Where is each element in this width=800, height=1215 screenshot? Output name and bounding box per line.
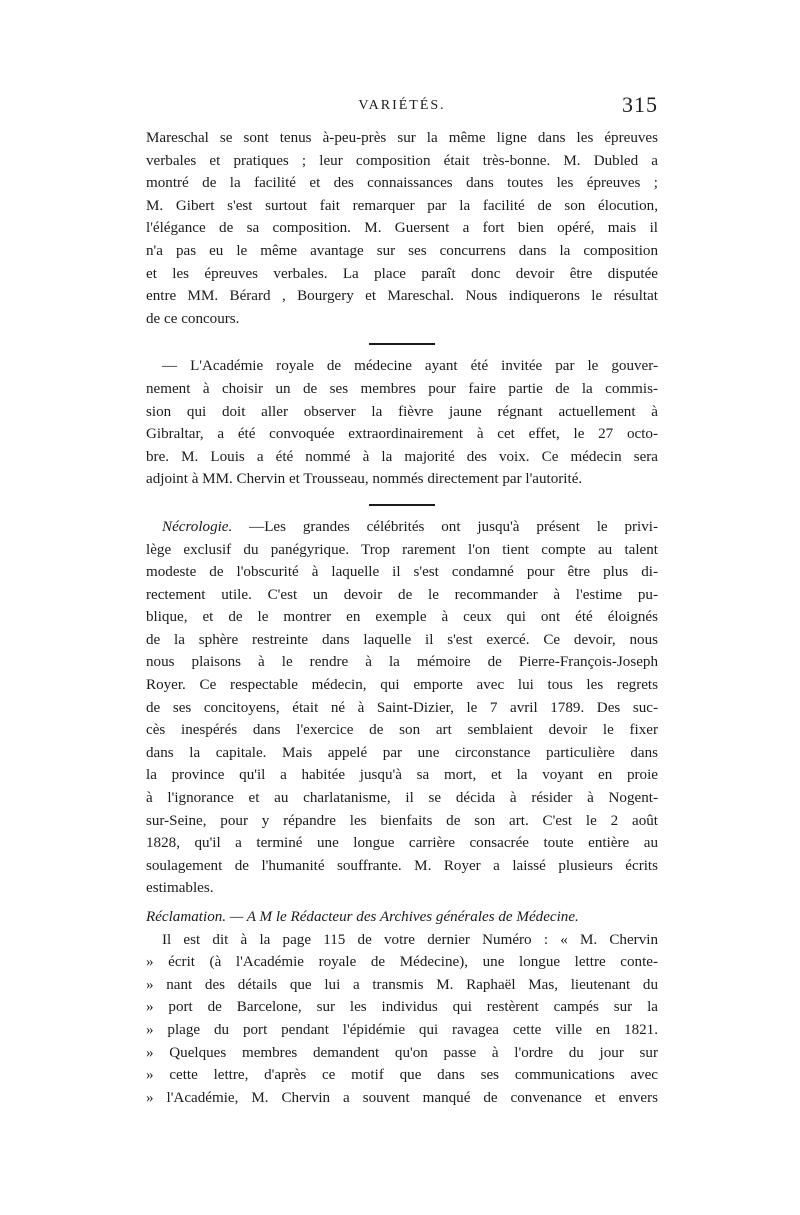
section-divider xyxy=(369,343,435,345)
text-line: » plage du port pendant l'épidémie qui ravagea cette ville en 1821. xyxy=(146,1021,658,1038)
text-line: » l'Académie, M. Chervin a souvent manqué de convenance et envers xyxy=(146,1089,658,1106)
reclamation-heading: Réclamation. — A M le Rédacteur des Archives générales de Médecine. xyxy=(146,909,579,925)
page-text xyxy=(146,127,658,1109)
text-line: Royer. Ce respectable médecin, qui emporte avec lui tous les regrets xyxy=(146,677,658,694)
text-line: » port de Barcelone, sur les individus qui restèrent campés sur la xyxy=(146,999,658,1016)
text-line: » Quelques membres demandent qu'on passe à l'ordre du jour sur xyxy=(146,1044,658,1061)
text-line xyxy=(146,516,658,539)
text-line: la province qu'il a habitée jusqu'à sa mort, et la voyant en proie xyxy=(146,767,658,784)
text-line: de la sphère restreinte dans laquelle il s'est exercé. Ce devoir, nous xyxy=(146,631,658,648)
text-line: Il est dit à la page 115 de votre dernier Numéro : « M. Chervin xyxy=(162,931,658,948)
text-line: » nant des détails que lui a transmis M. Raphaël Mas, lieutenant du xyxy=(146,976,658,993)
text-line: nous plaisons à le rendre à la mémoire de Pierre-François-Joseph xyxy=(146,654,658,671)
page-number: 315 xyxy=(622,92,658,117)
text-line: Mareschal se sont tenus à-peu-près sur la même ligne dans les épreuves xyxy=(146,130,658,146)
text-line: sion qui doit aller observer la fièvre jaune régnant actuellement à xyxy=(146,403,658,420)
necrologie-first-line: —Les grandes célébrités ont jusqu'à présent le privi- xyxy=(249,518,658,535)
text-line: nement à choisir un de ses membres pour faire partie de la commis- xyxy=(146,380,658,397)
running-head xyxy=(146,92,658,122)
text-line: dans la capitale. Mais appelé par une circonstance particulière dans xyxy=(146,744,658,761)
section-divider xyxy=(369,504,435,506)
text-line: de ce concours. xyxy=(146,310,240,327)
text-line: M. Gibert s'est surtout fait remarquer par la facilité de son élocution, xyxy=(146,197,658,214)
text-line: cès inespérés dans l'exercice de son art semblaient devoir le fixer xyxy=(146,722,658,739)
paragraph-academie xyxy=(146,355,658,491)
text-line: sur-Seine, pour y répandre les bienfaits de son art. C'est le 2 août xyxy=(146,812,658,829)
text-line: n'a pas eu le même avantage sur ses concurrens dans la composition xyxy=(146,242,658,259)
text-line: rectement utile. C'est un devoir de le recommander à l'estime pu- xyxy=(146,586,658,603)
text-line: de ses concitoyens, était né à Saint-Dizier, le 7 avril 1789. Des suc- xyxy=(146,699,658,716)
text-line: » cette lettre, d'après ce motif que dans ses communications avec xyxy=(146,1067,658,1084)
text-line: estimables. xyxy=(146,880,214,897)
paragraph-necrologie xyxy=(146,516,658,900)
text-line: Gibraltar, a été convoquée extraordinairement à cet effet, le 27 octo- xyxy=(146,426,658,443)
text-line: à l'ignorance et au charlatanisme, il se décida à résider à Nogent- xyxy=(146,790,658,807)
text-line: verbales et pratiques ; leur composition était très-bonne. M. Dubled a xyxy=(146,152,658,169)
text-line: blique, et de le montrer en exemple à ceux qui ont été éloignés xyxy=(146,609,658,626)
text-line: montré de la facilité et des connaissances dans toutes les épreuves ; xyxy=(146,175,658,192)
text-line: bre. M. Louis a été nommé à la majorité des voix. Ce médecin sera xyxy=(146,448,658,465)
text-line: modeste de l'obscurité à laquelle il s'est condamné pour être plus di- xyxy=(146,564,658,581)
text-line: adjoint à MM. Chervin et Trousseau, nommés directement par l'autorité. xyxy=(146,471,583,488)
text-line: et les épreuves verbales. La place paraît donc devoir être disputée xyxy=(146,265,658,282)
text-line: entre MM. Bérard , Bourgery et Mareschal. Nous indiquerons le résultat xyxy=(146,288,658,305)
text-line: lège exclusif du panégyrique. Trop rarement l'on tient compte au talent xyxy=(146,541,658,558)
text-line: » écrit (à l'Académie royale de Médecine), une longue lettre conte- xyxy=(146,954,658,971)
text-line: soulagement de l'humanité souffrante. M. Royer a laissé plusieurs écrits xyxy=(146,857,658,874)
paragraph-reclamation xyxy=(146,906,658,1109)
text-line: 1828, qu'il a terminé une longue carrière consacrée toute entière au xyxy=(146,835,658,852)
text-line: — L'Académie royale de médecine ayant été invitée par le gouver- xyxy=(162,358,658,375)
paragraph-concours xyxy=(146,127,658,330)
running-title: VARIÉTÉS. xyxy=(358,98,446,113)
text-line: l'élégance de sa composition. M. Guersent a fort bien opéré, mais il xyxy=(146,220,658,237)
necrologie-heading: Nécrologie. xyxy=(162,518,233,535)
